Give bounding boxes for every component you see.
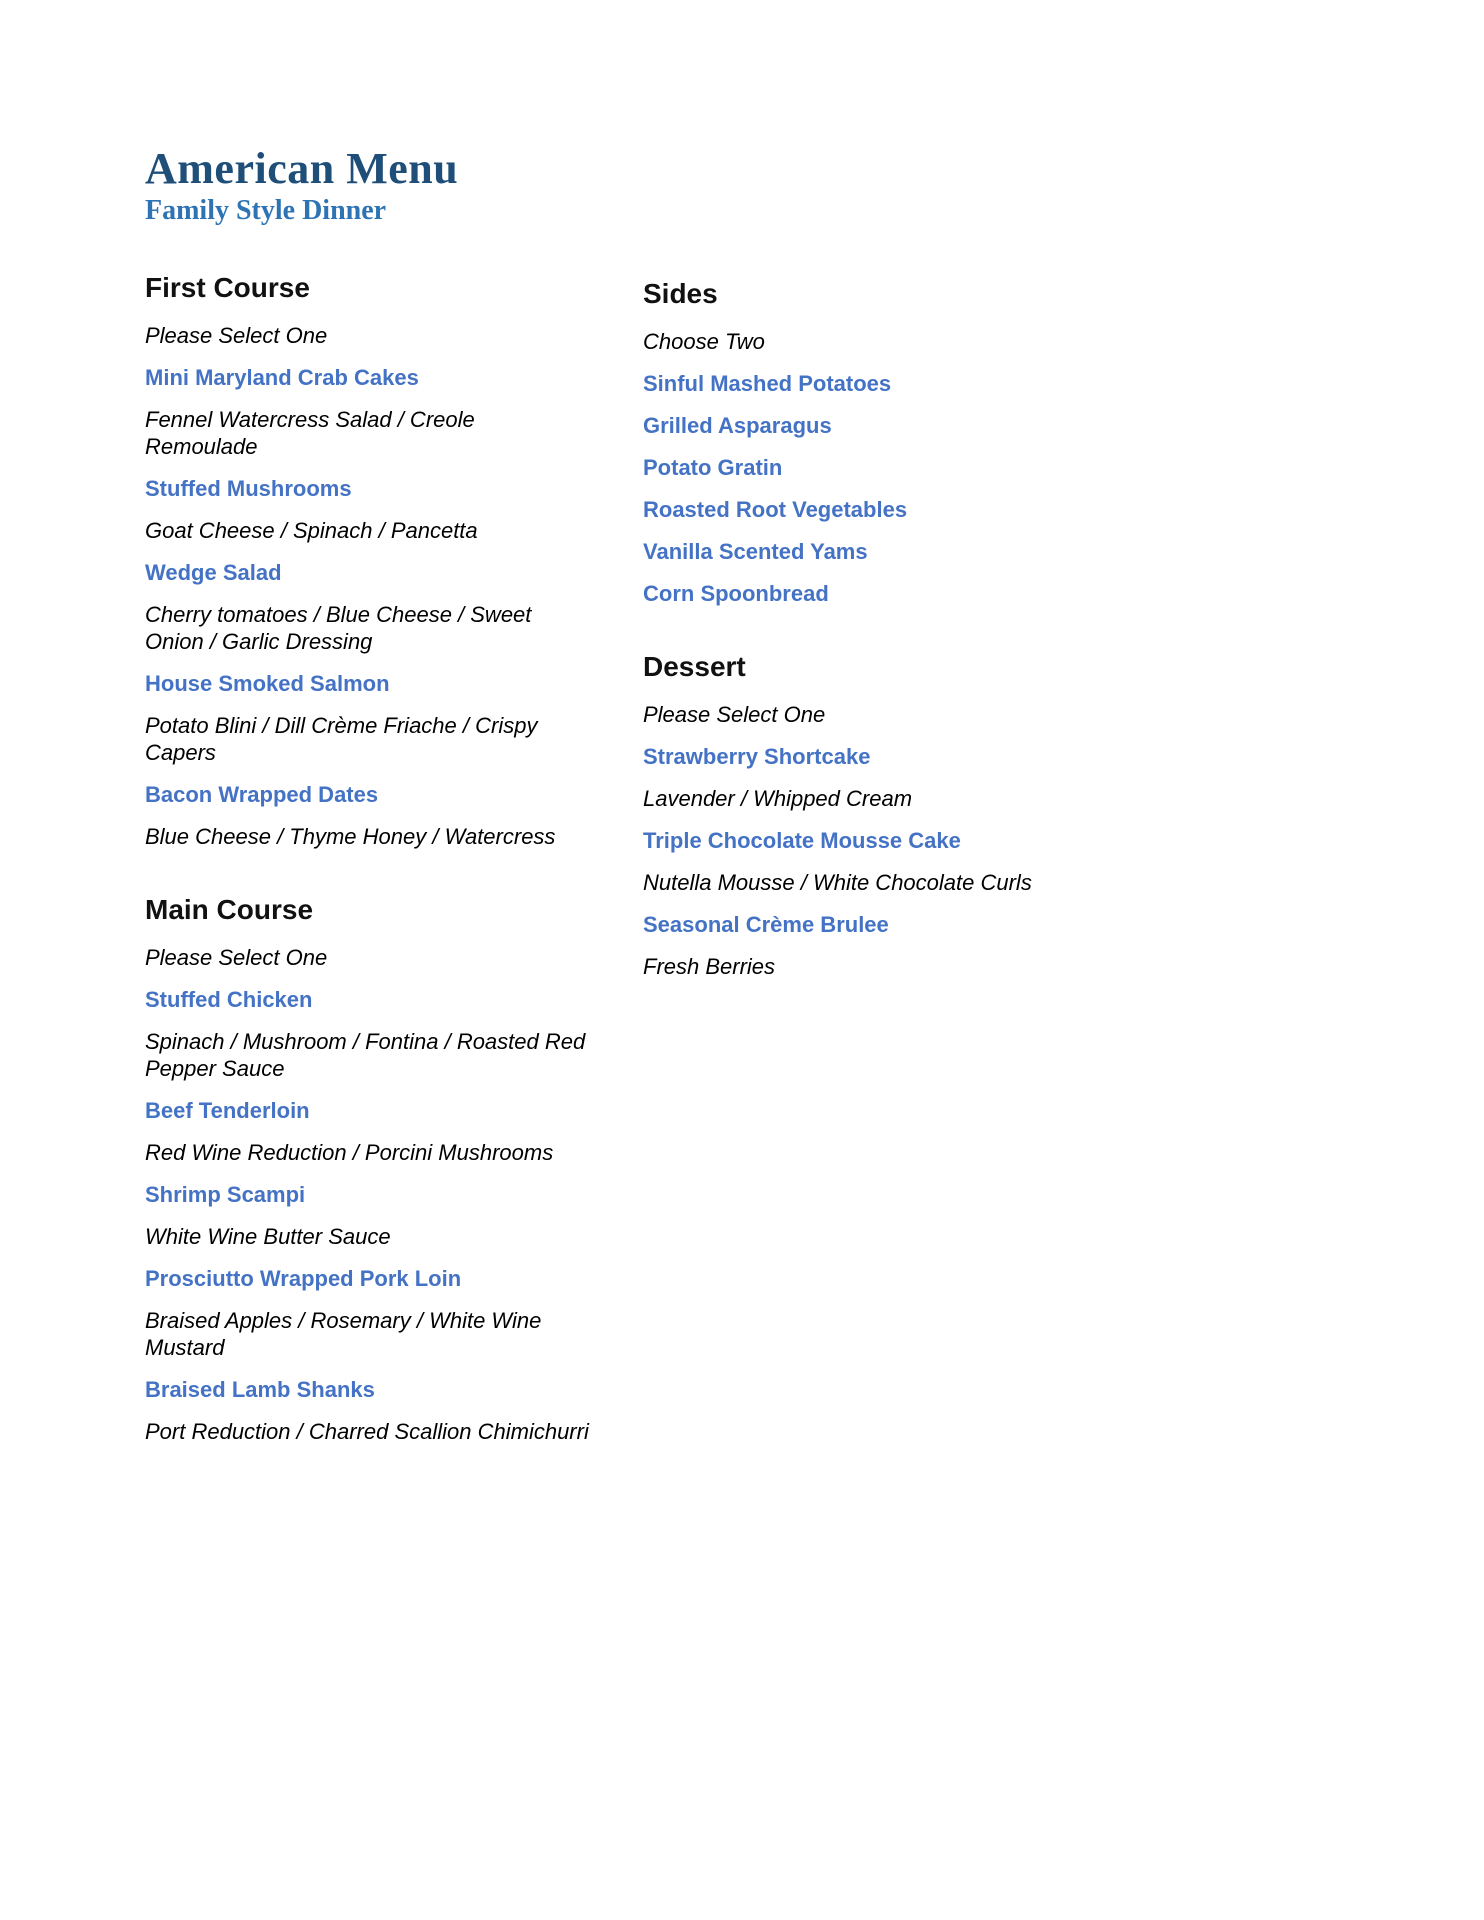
menu-item <box>643 412 1203 439</box>
menu-item-name: Roasted Root Vegetables <box>643 496 908 522</box>
menu-item-description: Port Reduction / Charred Scallion Chimichurri <box>145 1418 589 1444</box>
section-items <box>643 743 1203 980</box>
menu-item-name: Potato Gratin <box>643 454 783 480</box>
menu-item <box>145 1181 590 1250</box>
section-heading: Main Course <box>145 893 314 925</box>
menu-item <box>145 559 590 655</box>
menu-item-name: Mini Maryland Crab Cakes <box>145 364 419 390</box>
left-column <box>145 272 590 1460</box>
menu-item <box>643 580 1203 607</box>
menu-item-description: Goat Cheese / Spinach / Pancetta <box>145 517 478 543</box>
menu-item-description: Spinach / Mushroom / Fontina / Roasted Red Pepper Sauce <box>145 1028 586 1081</box>
menu-item-description: Fennel Watercress Salad / Creole Remoulade <box>145 406 475 459</box>
menu-item <box>643 911 1203 980</box>
menu-section <box>145 894 590 1445</box>
section-note: Please Select One <box>643 701 826 727</box>
menu-item-name: Seasonal Crème Brulee <box>643 911 889 937</box>
menu-item <box>145 670 590 766</box>
menu-item <box>643 827 1203 896</box>
menu-item-name: Vanilla Scented Yams <box>643 538 868 564</box>
menu-item <box>145 986 590 1082</box>
menu-item-name: Shrimp Scampi <box>145 1181 306 1207</box>
menu-item-name: Sinful Mashed Potatoes <box>643 370 892 396</box>
menu-item-name: Stuffed Chicken <box>145 986 313 1012</box>
menu-item <box>643 743 1203 812</box>
menu-item-name: Grilled Asparagus <box>643 412 832 438</box>
menu-item-name: Triple Chocolate Mousse Cake <box>643 827 961 853</box>
menu-section <box>643 278 1203 607</box>
menu-item-name: Strawberry Shortcake <box>643 743 871 769</box>
menu-item <box>145 781 590 850</box>
menu-section <box>643 651 1203 980</box>
section-note: Please Select One <box>145 322 328 348</box>
section-heading: Sides <box>643 277 718 309</box>
menu-item <box>643 454 1203 481</box>
menu-subtitle: Family Style Dinner <box>145 195 387 227</box>
menu-item-name: Braised Lamb Shanks <box>145 1376 375 1402</box>
menu-section <box>145 272 590 850</box>
right-column <box>643 272 1203 1460</box>
menu-item-name: Stuffed Mushrooms <box>145 475 352 501</box>
section-note: Please Select One <box>145 944 328 970</box>
menu-item-description: Red Wine Reduction / Porcini Mushrooms <box>145 1139 554 1165</box>
menu-item-description: Lavender / Whipped Cream <box>643 785 913 811</box>
menu-item-description: Nutella Mousse / White Chocolate Curls <box>643 869 1032 895</box>
menu-item <box>145 1097 590 1166</box>
menu-item-description: Potato Blini / Dill Crème Friache / Crispy Capers <box>145 712 538 765</box>
menu-item-name: House Smoked Salmon <box>145 670 390 696</box>
menu-item-name: Bacon Wrapped Dates <box>145 781 379 807</box>
menu-item <box>145 1376 590 1445</box>
section-items <box>643 370 1203 607</box>
menu-title: American Menu <box>145 144 459 193</box>
menu-item <box>145 1265 590 1361</box>
section-heading: First Course <box>145 271 310 303</box>
menu-item-name: Corn Spoonbread <box>643 580 829 606</box>
section-items <box>145 364 590 850</box>
section-note: Choose Two <box>643 328 765 354</box>
menu-item <box>145 364 590 460</box>
menu-item <box>145 475 590 544</box>
menu-item-name: Prosciutto Wrapped Pork Loin <box>145 1265 462 1291</box>
menu-columns <box>145 272 1404 1460</box>
menu-item <box>643 496 1203 523</box>
section-heading: Dessert <box>643 650 746 682</box>
menu-item-description: Braised Apples / Rosemary / White Wine Mustard <box>145 1307 542 1360</box>
menu-item-description: Fresh Berries <box>643 953 776 979</box>
section-items <box>145 986 590 1445</box>
menu-item-name: Beef Tenderloin <box>145 1097 310 1123</box>
menu-item <box>643 370 1203 397</box>
menu-item-description: White Wine Butter Sauce <box>145 1223 391 1249</box>
menu-item <box>643 538 1203 565</box>
menu-item-description: Cherry tomatoes / Blue Cheese / Sweet Onion / Garlic Dressing <box>145 601 532 654</box>
menu-item-name: Wedge Salad <box>145 559 282 585</box>
menu-item-description: Blue Cheese / Thyme Honey / Watercress <box>145 823 556 849</box>
